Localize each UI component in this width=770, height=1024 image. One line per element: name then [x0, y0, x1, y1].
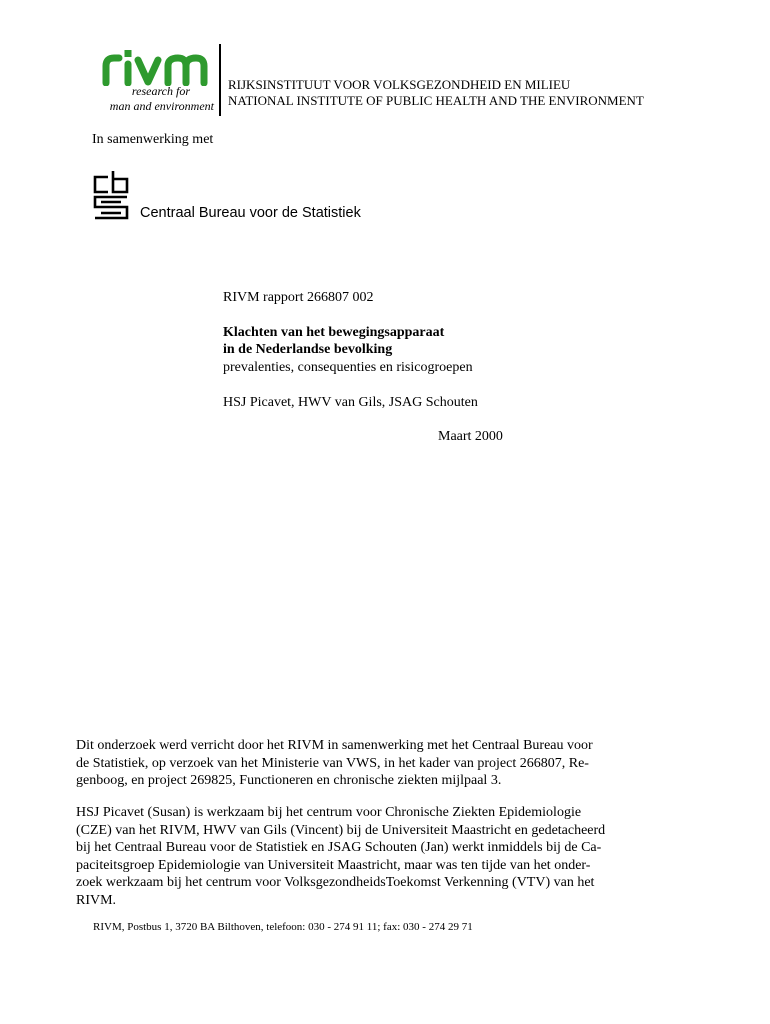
footer-address: RIVM, Postbus 1, 3720 BA Bilthoven, telefoon: 030 - 274 91 11; fax: 030 - 274 29 71	[93, 921, 473, 933]
report-authors: HSJ Picavet, HWV van Gils, JSAG Schouten	[223, 395, 478, 410]
text-line: (CZE) van het RIVM, HWV van Gils (Vincent) bij de Universiteit Maastricht en gedetacheerd	[76, 822, 606, 838]
cbs-logo	[92, 170, 130, 220]
rivm-logo	[100, 50, 222, 86]
report-subtitle: prevalenties, consequenties en risicogroepen	[223, 360, 473, 375]
paragraph-author-affiliations	[76, 804, 666, 909]
text-line: genboog, en project 269825, Functioneren en chronische ziekten mijlpaal 3.	[76, 773, 502, 788]
institute-name-dutch: RIJKSINSTITUUT VOOR VOLKSGEZONDHEID EN MILIEU	[228, 77, 571, 92]
institute-name-english: NATIONAL INSTITUTE OF PUBLIC HEALTH AND THE ENVIRONMENT	[228, 93, 644, 108]
text-line: bij het Centraal Bureau voor de Statistiek en JSAG Schouten (Jan) werkt inmiddels bij de Ca-	[76, 840, 602, 855]
header-divider	[219, 44, 221, 116]
text-line: de Statistiek, op verzoek van het Ministerie van VWS, in het kader van project 266807, Re-	[76, 755, 589, 771]
report-title-line-1: Klachten van het bewegingsapparaat	[223, 325, 445, 340]
text-line: RIVM.	[76, 892, 117, 908]
tagline-line-1: research for	[131, 84, 190, 98]
report-number: RIVM rapport 266807 002	[223, 290, 374, 305]
report-title-line-2: in de Nederlandse bevolking	[223, 342, 393, 357]
text-line: paciteitsgroep Epidemiologie van Universiteit Maastricht, maar was ten tijde van het onder-	[76, 857, 591, 873]
text-line: Dit onderzoek werd verricht door het RIVM in samenwerking met het Centraal Bureau voor	[76, 738, 593, 753]
paragraph-project-info	[76, 737, 666, 790]
text-line: zoek werkzaam bij het centrum voor VolksgezondheidsToekomst Verkenning (VTV) van het	[76, 875, 595, 890]
cooperation-label: In samenwerking met	[92, 132, 214, 147]
tagline-line-2: man and environment	[109, 99, 214, 113]
text-line: HSJ Picavet (Susan) is werkzaam bij het centrum voor Chronische Ziekten Epidemiologie	[76, 805, 582, 820]
cbs-name: Centraal Bureau voor de Statistiek	[140, 205, 361, 221]
report-date: Maart 2000	[438, 429, 503, 444]
